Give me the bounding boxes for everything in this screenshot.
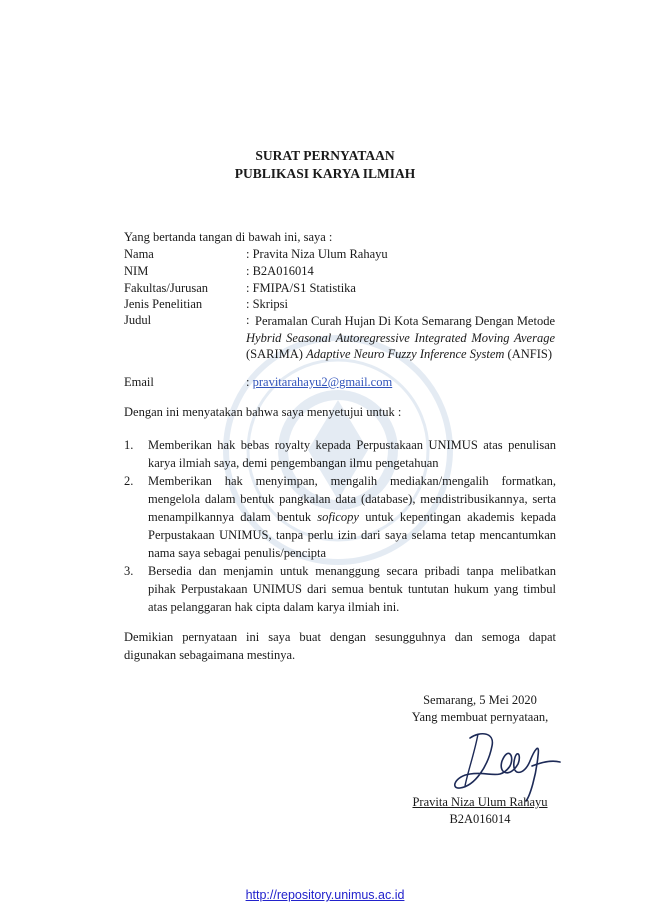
closing-paragraph: Demikian pernyataan ini saya buat dengan sesungguhnya dan semoga dapat digunakan sebagaimana mestinya. <box>124 630 556 662</box>
intro-text: Yang bertanda tangan di bawah ini, saya : <box>124 230 333 244</box>
document-title: SURAT PERNYATAAN <box>255 148 395 163</box>
signature-name: Pravita Niza Ulum Rahayu <box>412 795 548 809</box>
signature-role: Yang membuat pernyataan, <box>411 710 549 724</box>
signature-id: B2A016014 <box>449 812 511 826</box>
document-subtitle: PUBLIKASI KARYA ILMIAH <box>234 166 416 181</box>
field-value: : pravitarahayu2@gmail.com <box>246 375 393 389</box>
field-value: : Pravita Niza Ulum Rahayu <box>246 247 388 261</box>
email-link[interactable]: pravitarahayu2@gmail.com <box>252 375 393 389</box>
field-label: Jenis Penelitian <box>124 297 203 311</box>
footer <box>0 888 650 902</box>
field-value: : FMIPA/S1 Statistika <box>246 281 356 295</box>
field-value: : B2A016014 <box>246 264 314 278</box>
field-colon: : <box>246 313 250 327</box>
field-label: NIM <box>124 264 149 278</box>
statement-intro: Dengan ini menyatakan bahwa saya menyetujui untuk : <box>124 405 402 419</box>
signature-place-date: Semarang, 5 Mei 2020 <box>423 693 537 707</box>
judul-value: Peramalan Curah Hujan Di Kota Semarang Dengan Metode Hybrid Seasonal Autoregressive Integrated Moving Average (SARIMA) Adaptive Neuro Fuzzy Inference System (ANFIS) <box>246 314 555 361</box>
field-label: Fakultas/Jurusan <box>124 281 209 295</box>
handwritten-signature <box>430 726 580 806</box>
field-label: Email <box>124 375 154 389</box>
field-label: Nama <box>124 247 154 261</box>
repository-link[interactable]: http://repository.unimus.ac.id <box>245 888 405 902</box>
document-page: SURAT PERNYATAAN PUBLIKASI KARYA ILMIAH Yang bertanda tangan di bawah ini, saya : Nama : Pravita Niza Ulum Rahayu NIM : B2A016014 Fakultas/Jurusan : FMIPA/S1 Statistika Jenis Penelitian : Skripsi Judul : Peramalan Curah Hujan Di Kota Semarang Dengan Metode Hybrid Seasonal Autoregressive Integrated Moving Average (SARIMA) Adaptive Neuro Fuzzy Inference System (ANFIS) Email : pravitarahayu2@gmail.com Dengan ini menyatakan bahwa saya menyetujui untuk : 1. Memberikan hak bebas royalty kepada Perpustakaan UNIMUS atas penulisan karya ilmiah saya, demi pengembangan ilmu pengetahuan 2. Memberikan hak menyimpan, mengalih mediakan/mengalih formatkan, mengelola dalam bentuk pangkalan data (database), mendistribusikannya, serta menampilkannya dalam bentuk soficopy untuk kepentingan akademis kepada Perpustakaan UNIMUS, tanpa perlu izin dari saya selama tetap mencantumkan nama saya sebagai penulis/pencipta 3. Bersedia dan menjamin untuk menanggung secara pribadi tanpa melibatkan pihak Perpustakaan UNIMUS dari semua bentuk tuntutan hukum yang timbul atas pelanggaran hak cipta dalam karya ilmiah ini. Demikian pernyataan ini saya buat dengan sesungguhnya dan semoga dapat digunakan sebagaimana mestinya. Semarang, 5 Mei 2020 Yang membuat pernyataan, Pravita Niza Ulum Rahayu B2A016014 http://repository.unimus.ac.id <box>0 0 650 919</box>
field-value: : Skripsi <box>246 297 289 311</box>
field-label: Judul <box>124 313 152 327</box>
